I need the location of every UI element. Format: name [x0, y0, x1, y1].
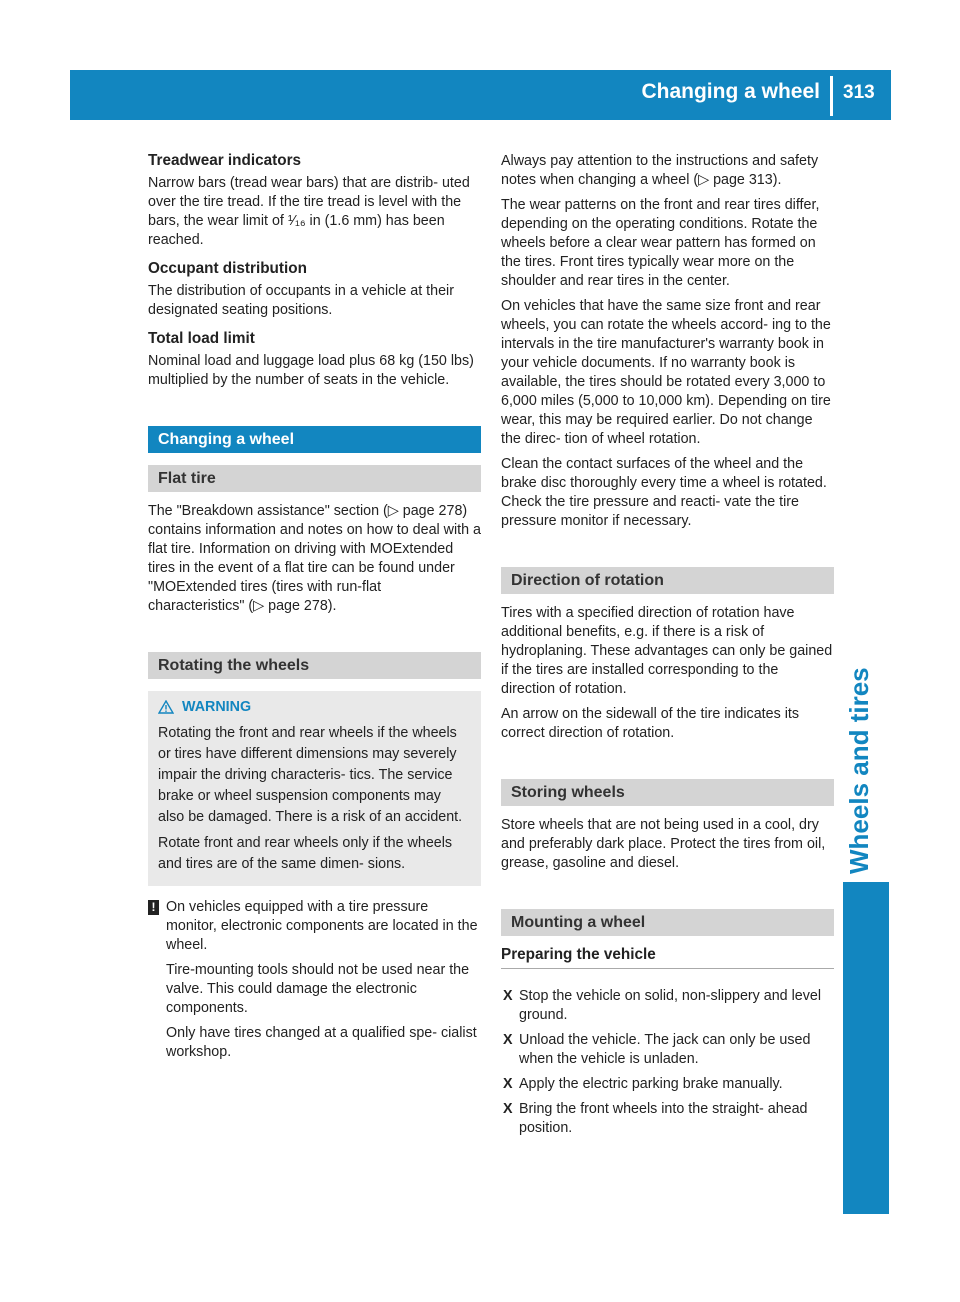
left-column — [148, 152, 481, 1068]
storing-heading: Storing wheels — [501, 779, 834, 806]
treadwear-text: Narrow bars (tread wear bars) that are distrib- uted over the tire tread. If the tire tread is level with the bars, the wear limit of ¹⁄₁₆ in (1.6 mm) has been reached. — [148, 175, 470, 248]
warning-text-1: Rotating the front and rear wheels if the wheels or tires have different dimensions may severely impair the driving characteris- tics. The service brake or wheel suspension components may also be damaged. There is a risk of an accident. — [158, 725, 463, 825]
direction-heading: Direction of rotation — [501, 567, 834, 594]
step-marker: X — [503, 988, 513, 1004]
note-block — [148, 898, 481, 1062]
side-tab-text: Wheels and tires — [844, 667, 874, 874]
rotation-interval-text: On vehicles that have the same size front and rear wheels, you can rotate the wheels accord- ing to the intervals in the tire manufacturer's warranty book in your vehicle documents. If no warranty book is available, the tires should be rotated every 3,000 to 6,000 miles (5,000 to 10,000 km). Depending on tire wear, this may be required earlier. Do not change the direc- tion of wheel rotation. — [501, 298, 831, 447]
occupant-heading: Occupant distribution — [148, 260, 307, 277]
storing-text: Store wheels that are not being used in a cool, dry and preferably dark place. Protect the tires from oil, grease, gasoline and diesel. — [501, 817, 826, 871]
list-item — [501, 1100, 834, 1138]
preparing-heading: Preparing the vehicle — [501, 946, 834, 969]
step-list — [501, 987, 834, 1138]
warning-text-2: Rotate front and rear wheels only if the wheels and tires are of the same dimen- sions. — [158, 835, 453, 872]
side-tab-block — [843, 882, 889, 1214]
step-text: Stop the vehicle on solid, non-slippery and level ground. — [519, 988, 822, 1023]
flat-tire-text: The "Breakdown assistance" section (▷ page 278) contains information and notes on how to deal with a flat tire. Information on driving with MOExtended tires in the event of a flat tire can be found under "MOExtended tires (tires with run-flat characteristics" (▷ page 278). — [148, 503, 482, 614]
warning-triangle-icon — [158, 700, 174, 714]
wear-pattern-text: The wear patterns on the front and rear tires differ, depending on the operating conditions. Rotate the wheels before a clear wear pattern has formed on the tires. Front tires typically wear more on the shoulder and rear tires in the center. — [501, 197, 820, 289]
note-text-2: Tire-mounting tools should not be used near the valve. This could damage the electronic components. — [166, 962, 470, 1016]
intro-text: Always pay attention to the instructions and safety notes when changing a wheel (▷ page 313). — [501, 153, 819, 188]
step-text: Apply the electric parking brake manually. — [519, 1076, 783, 1092]
flat-tire-heading: Flat tire — [148, 465, 481, 492]
list-item — [501, 1031, 834, 1069]
header-title: Changing a wheel — [641, 80, 820, 103]
load-limit-text: Nominal load and luggage load plus 68 kg (150 lbs) multiplied by the number of seats in the vehicle. — [148, 353, 474, 388]
list-item — [501, 987, 834, 1025]
note-text-1: On vehicles equipped with a tire pressure monitor, electronic components are located in the wheel. — [166, 899, 478, 953]
list-item — [501, 1075, 834, 1094]
header-divider — [830, 76, 833, 116]
treadwear-heading: Treadwear indicators — [148, 152, 302, 169]
step-marker: X — [503, 1076, 513, 1092]
right-column — [501, 152, 834, 1144]
warning-label: WARNING — [182, 699, 252, 715]
mounting-heading: Mounting a wheel — [501, 909, 834, 936]
warning-box — [148, 691, 481, 886]
clean-surfaces-text: Clean the contact surfaces of the wheel and the brake disc thoroughly every time a wheel is rotated. Check the tire pressure and reacti- vate the tire pressure monitor if necessary. — [501, 456, 827, 529]
direction-text-2: An arrow on the sidewall of the tire indicates its correct direction of rotation. — [501, 706, 800, 741]
direction-text-1: Tires with a specified direction of rotation have additional benefits, e.g. if there is a risk of hydroplaning. These advantages can only be gained if the tires are installed corresponding to the direction of rotation. — [501, 605, 833, 697]
note-text-3: Only have tires changed at a qualified spe- cialist workshop. — [166, 1025, 477, 1060]
step-text: Unload the vehicle. The jack can only be used when the vehicle is unladen. — [519, 1032, 811, 1067]
note-exclamation-icon: ! — [148, 900, 159, 915]
rotating-heading: Rotating the wheels — [148, 652, 481, 679]
step-marker: X — [503, 1101, 513, 1117]
warning-title — [158, 699, 471, 715]
page-number: 313 — [843, 82, 875, 103]
step-text: Bring the front wheels into the straight- ahead position. — [519, 1101, 808, 1136]
step-marker: X — [503, 1032, 513, 1048]
section-changing-wheel: Changing a wheel — [148, 426, 481, 453]
occupant-text: The distribution of occupants in a vehicle at their designated seating positions. — [148, 283, 454, 318]
load-limit-heading: Total load limit — [148, 330, 255, 347]
